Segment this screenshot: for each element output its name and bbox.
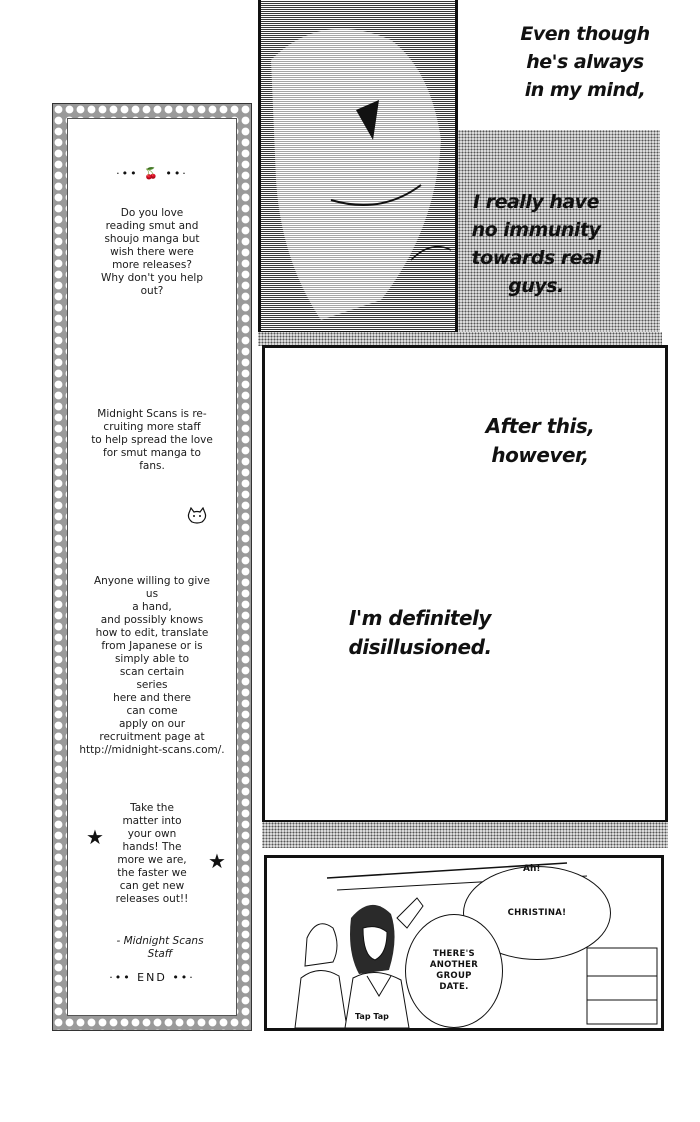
note-signature: - Midnight Scans Staff — [116, 935, 204, 960]
narration-box-middle-2: I'm definitely disillusioned. — [348, 606, 492, 659]
boy-illustration — [261, 0, 458, 334]
narration-box-middle-1: After this, however, — [485, 414, 595, 467]
narration-box-top-1: Even though he's always in my mind, — [520, 23, 650, 101]
star-icon: ★ — [208, 849, 226, 873]
note-paragraph-intro: Do you love reading smut and shoujo manga but wish there were more releases? Why don't you help out? — [100, 207, 203, 297]
note-paragraph-apply: Anyone willing to give us a hand, and possibly knows how to edit, translate from Japanese or is simply able to scan certain series here and there can come apply on our recruitment page at http://midnight-scans.com/. — [79, 575, 225, 756]
speech-bubble-date — [405, 914, 503, 1028]
bottom-panel-corridor — [264, 855, 664, 1031]
speech-text-date: THERE'S ANOTHER GROUP DATE. — [429, 949, 479, 992]
top-panel-boy — [258, 0, 458, 334]
star-icon: ★ — [86, 825, 104, 849]
recruitment-note-card — [67, 118, 237, 1016]
panel-gutter-screentone — [262, 822, 668, 848]
recruitment-sidebar — [52, 103, 252, 1031]
note-paragraph-call-to-action: Take the matter into your own hands! The more we are, the faster we can get new releases out!! — [115, 802, 189, 905]
sfx-ah: Ah! — [523, 864, 541, 874]
sfx-tap-tap: Tap Tap — [355, 1012, 389, 1021]
cat-face-icon — [186, 507, 208, 525]
cherry-ornament: ·•• 🍒 ••· — [116, 167, 188, 180]
narration-box-top-2: I really have no immunity towards real guys. — [471, 191, 601, 297]
note-paragraph-recruiting: Midnight Scans is re- cruiting more staff to help spread the love for smut manga to fans. — [91, 408, 213, 472]
panel-gutter-screentone — [258, 332, 662, 346]
end-label: ·•• END ••· — [109, 971, 195, 984]
speech-text-call: CHRISTINA! — [507, 907, 567, 918]
